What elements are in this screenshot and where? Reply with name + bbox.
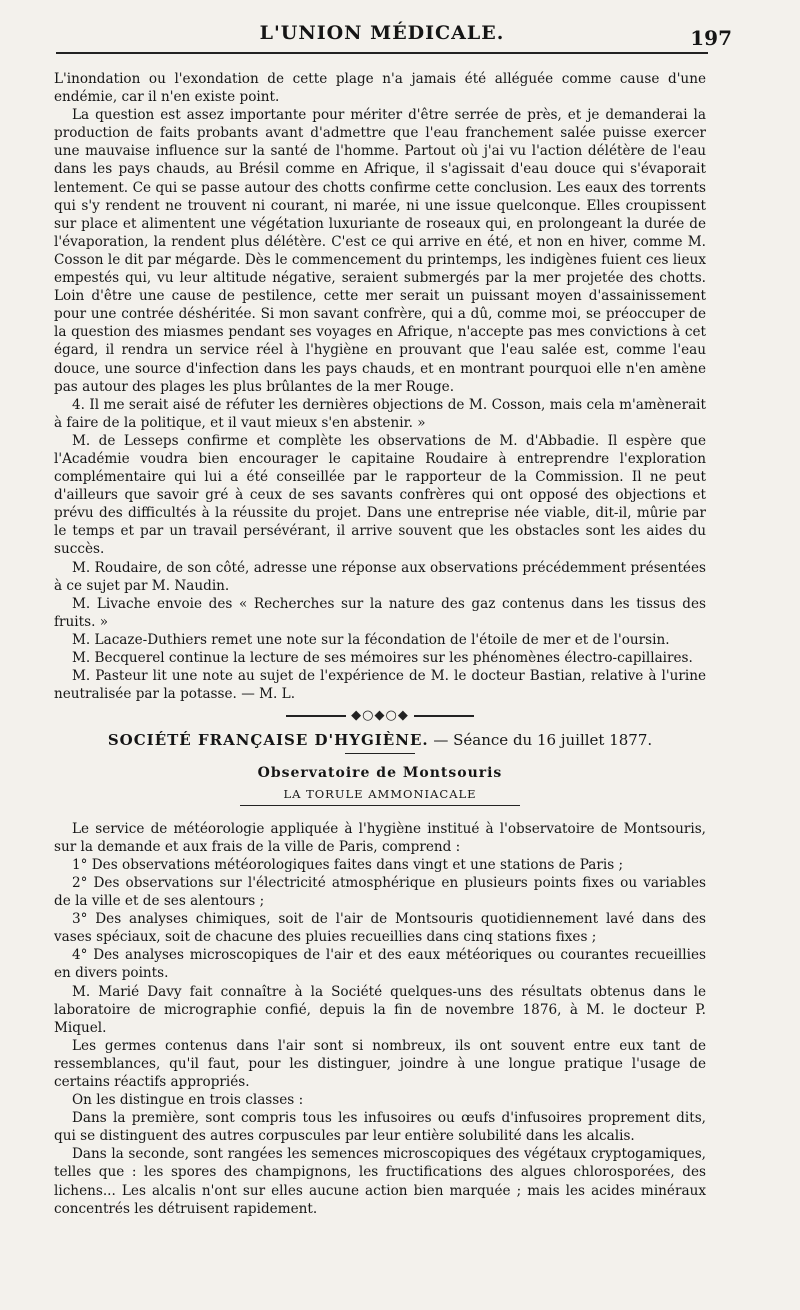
paragraph: Les germes contenus dans l'air sont si nombreux, ils ont souvent entre eux tant de ressemblances, qu'il faut, pour les distinguer, joindre à une longue pratique l'usage de certains réactifs appropriés. (54, 1037, 706, 1090)
paragraph: M. Pasteur lit une note au sujet de l'expérience de M. le docteur Bastian, relative à l'urine neutralisée par la potasse. — M. L. (54, 668, 706, 703)
paragraph: M. de Lesseps confirme et complète les observations de M. d'Abbadie. Il espère que l'Académie voudra bien encourager le capitaine Roudaire à entreprendre l'exploration complémentaire qui lui a été conseillée par le rapporteur de la Commission. Il ne peut d'ailleurs que savoir gré à ceux de ses savants confrères qui ont opposé des objections et prévu des difficultés à la réussite du projet. Dans une entreprise née viable, dit-il, mûrie par le temps et par un travail persévérant, il arrive souvent que les obstacles sont les aides du succès. (54, 432, 706, 558)
paragraph: La question est assez importante pour mériter d'être serrée de près, et je demanderai la production de faits probants avant d'admettre que l'eau franchement salée puisse exercer une mauvaise influence sur la santé de l'homme. Partout où j'ai vu l'action délétère de l'eau dans les pays chauds, au Brésil comme en Afrique, il s'agissait d'eau douce qui s'évaporait lentement. Ce qui se passe autour des chotts confirme cette conclusion. Les eaux des torrents qui s'y rendent ne trouvent ni courant, ni marée, ni une issue quelconque. Elles croupissent sur place et alimentent une végétation luxuriante de roseaux qui, en prolongeant la durée de l'évaporation, la rendent plus délétère. C'est ce qui arrive en été, et non en hiver, comme M. Cosson le dit par mégarde. Dès le commencement du printemps, les indigènes fuient ces lieux empestés qui, vu leur altitude négative, seraient submergés par la mer projetée des chotts. Loin d'être une cause de pestilence, cette mer serait un puissant moyen d'assainissement pour une contrée déshéritée. Si mon savant confrère, qui a dû, comme moi, se préoccuper de la question des miasmes pendant ses voyages en Afrique, n'accepte pas mes convictions à cet égard, il rendra un service réel à l'hygiène en prouvant que l'eau salée est, comme l'eau douce, une source d'infection dans les pays chauds, et en montrant pourquoi elle n'en amène pas autour des plages les plus brûlantes de la mer Rouge. (54, 107, 706, 395)
section-title: SOCIÉTÉ FRANÇAISE D'HYGIÈNE. (107, 731, 429, 750)
divider (240, 805, 520, 806)
paragraph: 1° Des observations météorologiques faites dans vingt et une stations de Paris ; (72, 856, 624, 873)
section-date: — Séance du 16 juillet 1877. (428, 731, 653, 750)
paragraph: Le service de météorologie appliquée à l'hygiène institué à l'observatoire de Montsouris, sur la demande et aux frais de la ville de Paris, comprend : (54, 820, 706, 855)
paragraph: Dans la première, sont compris tous les infusoires ou œufs d'infusoires proprement dits, qui se distinguent des autres corpuscules par leur entière solubilité dans les alcalis. (54, 1110, 706, 1145)
paragraph: L'inondation ou l'exondation de cette plage n'a jamais été alléguée comme cause d'une endémie, car il n'en existe point. (54, 71, 706, 106)
paragraph: M. Becquerel continue la lecture de ses mémoires sur les phénomènes électro-capillaires. (72, 650, 693, 666)
paragraph: M. Livache envoie des « Recherches sur la nature des gaz contenus dans les tissus des fruits. » (54, 595, 706, 630)
page-header (56, 18, 732, 54)
page-number: 197 (690, 26, 732, 50)
paragraph: 3° Des analyses chimiques, soit de l'air de Montsouris quotidiennement lavé dans des vases spéciaux, soit de chacune des pluies recueillies dans cinq stations fixes ; (54, 911, 706, 946)
running-title: L'UNION MÉDICALE. (259, 22, 505, 44)
paragraph: 2° Des observations sur l'électricité atmosphérique en plusieurs points fixes ou variables de la ville et de ses alentours ; (54, 874, 706, 910)
paragraph: 4° Des analyses microscopiques de l'air et des eaux météoriques ou courantes recueillies en divers points. (54, 947, 706, 982)
section-ornament: ◆○◆○◆ (54, 707, 706, 725)
body-text (54, 70, 706, 1218)
divider (345, 753, 415, 754)
paragraph: M. Marié Davy fait connaître à la Société quelques-uns des résultats obtenus dans le laboratoire de micrographie confié, depuis la fin de novembre 1876, à M. le docteur P. Miquel. (54, 983, 706, 1036)
subheading: Observatoire de Montsouris (257, 765, 503, 782)
section-heading (54, 731, 706, 749)
paragraph: M. Lacaze-Duthiers remet une note sur la fécondation de l'étoile de mer et de l'oursin. (72, 631, 670, 648)
subsubheading: LA TORULE AMMONIACALE (283, 786, 477, 801)
paragraph: 4. Il me serait aisé de réfuter les dernières objections de M. Cosson, mais cela m'amènerait à faire de la politique, et il vaut mieux s'en abstenir. » (54, 396, 706, 431)
paragraph: M. Roudaire, de son côté, adresse une réponse aux observations précédemment présentées à ce sujet par M. Naudin. (54, 559, 706, 594)
paragraph: On les distingue en trois classes : (72, 1092, 304, 1109)
paragraph: Dans la seconde, sont rangées les semences microscopiques des végétaux cryptogamiques, telles que : les spores des champignons, les fructifications des algues chlorosporées, des lichens... Les alcalis n'ont sur elles aucune action bien marquée ; mais les acides minéraux concentrés les détruisent rapidement. (54, 1146, 706, 1217)
